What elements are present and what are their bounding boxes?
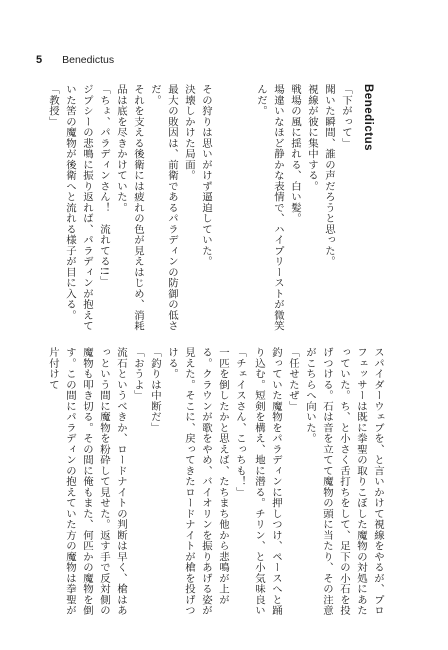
- page-header: [36, 54, 114, 66]
- running-title: Benedictus: [62, 54, 115, 66]
- paragraph: 「釣りは中断だ」: [149, 347, 161, 433]
- paragraph: 決壊しかけた局面。: [183, 84, 195, 181]
- paragraph: 釣っていた魔物をパラディンに押しつけ、ペースへと踊り込む。短剣を構え、地に潜る。チリン、と小気味良い: [253, 347, 282, 616]
- paragraph: その狩りは思いがけず逼迫していた。: [200, 84, 212, 267]
- text-block-bottom-left: [30, 347, 248, 617]
- paragraph: ジプシーの悲鳴に振り返れば、パラディンが抱えていた筈の魔物が後衛へと流れる様子が目に入る。: [64, 84, 93, 332]
- paragraph: それを支える後衛には疲れの色が見えはじめ、消耗品は底を尽きかけていた。: [115, 84, 144, 332]
- paragraph: 視線が彼に集中する。: [306, 84, 318, 192]
- text-block-bottom-right: [250, 347, 386, 617]
- paragraph: 聞いた瞬間、誰の声だろうと思った。: [323, 84, 335, 267]
- paragraph: 「任せたぜ」: [287, 347, 299, 412]
- paragraph: 「チェイスさん、こっちも！」: [234, 347, 246, 498]
- paragraph: スパイダーウェブを、と言いかけて視線をやるが、プロフェッサーは既に拳聖の取りこぼした魔物の対処にあたっていた。ち、と小さく舌打ちをして、足下の小石を投げつける。石は音を立てて魔物の頭に当たり、その注意がこちらへ向いた。: [304, 347, 384, 616]
- paragraph: 「ちょ、パラディンさん！ 流れてる!!」: [98, 84, 110, 287]
- paragraph: 場違いなほど静かな表情で、ハイプリーストが微笑んだ。: [255, 84, 284, 332]
- text-block-top-right: [218, 84, 354, 334]
- paragraph: 戦場の風に揺れる、白い髪。: [289, 84, 301, 224]
- paragraph: 「教授」: [47, 84, 59, 127]
- page-number: 5: [36, 54, 43, 66]
- paragraph: 一匹を倒したかと思えば、たちまち他から悲鳴が上がる。クラウンが歌をやめ、バイオリンを振りあげる姿が見えた。そこに、戻ってきたロードナイトが槍を投げつける。: [166, 347, 229, 616]
- chapter-title: Benedictus: [362, 84, 374, 151]
- paragraph: 最大の敗因は、前衛であるパラディンの防御の低さだ。: [149, 84, 178, 332]
- paragraph: 「下がって」: [340, 84, 352, 149]
- paragraph: 「おうよ」: [132, 347, 144, 401]
- paragraph: 流石というべきか、ロードナイトの判断は早く、槍はあっという間に魔物を粉砕して見せた。返す手で反対側の魔物も叩き切る。その間に俺もまた、何匹かの魔物を倒す。この間にパラディンの抱えていた方の魔物は拳聖が片付けて: [47, 347, 127, 616]
- text-block-top-left: [34, 84, 214, 334]
